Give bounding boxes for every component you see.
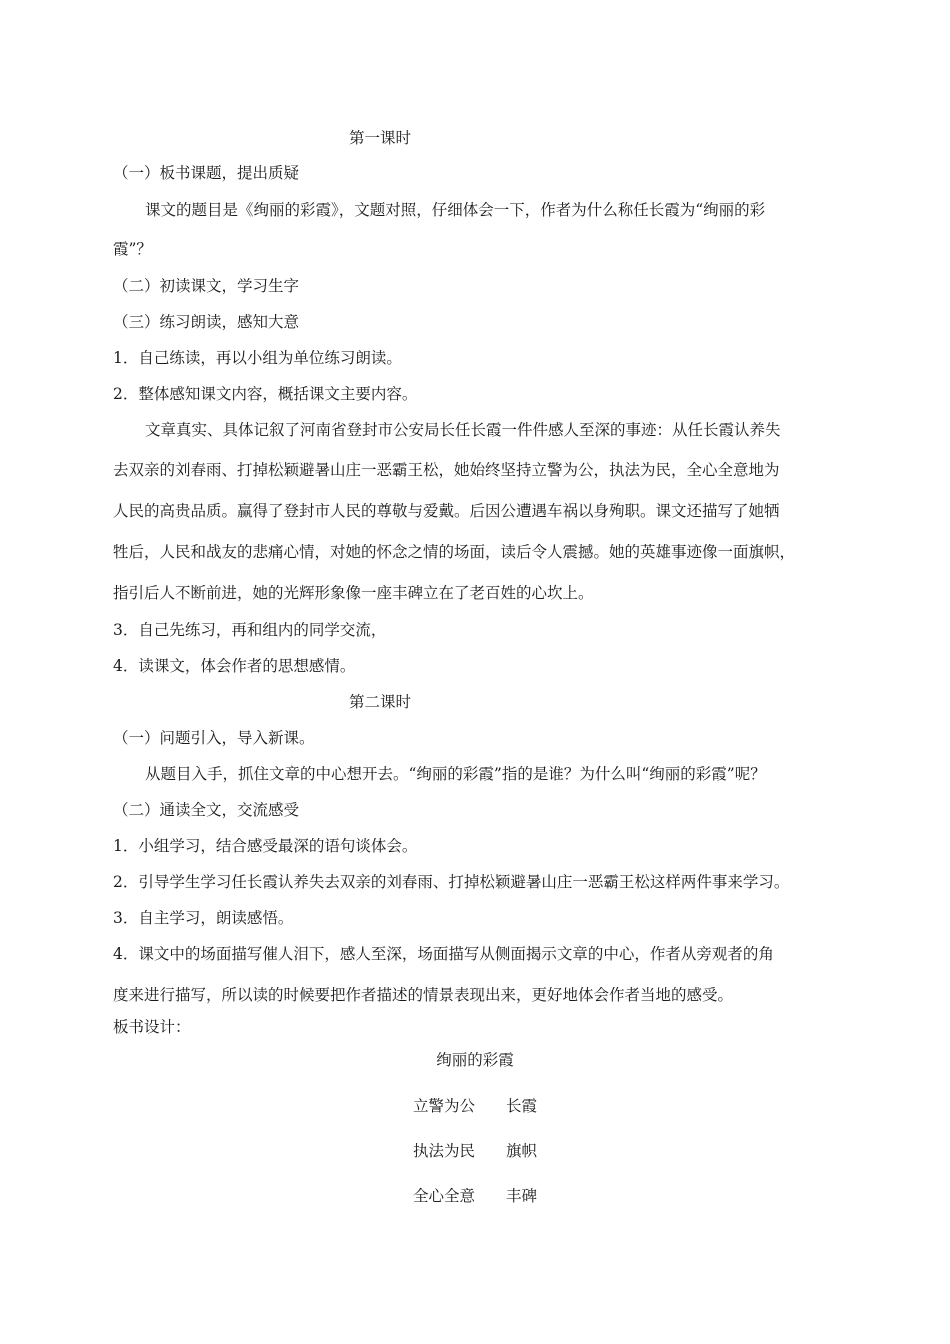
lesson2-item4-line2: 度来进行描写，所以读的时候要把作者描述的情景表现出来，更好地体会作者当地的感受。 — [113, 986, 734, 1004]
lesson1-summary-line2: 去双亲的刘春雨、打掉松颖避暑山庄一恶霸王松，她始终坚持立警为公，执法为民，全心全意地为 — [113, 461, 780, 479]
lesson2-item4-line1: 4．课文中的场面描写催人泪下，感人至深，场面描写从侧面揭示文章的中心，作者从旁观者的角 — [113, 945, 774, 963]
lesson1-summary-line5: 指引后人不断前进，她的光辉形象像一座丰碑立在了老百姓的心坎上。 — [113, 584, 594, 602]
board-title: 绚丽的彩霞 — [436, 1051, 514, 1069]
board-row2-left: 执法为民 — [413, 1142, 476, 1160]
board-row3-right: 丰碑 — [506, 1187, 538, 1205]
lesson2-item1: 1．小组学习，结合感受最深的语句谈体会。 — [113, 837, 418, 855]
board-row2-right: 旗帜 — [506, 1142, 538, 1160]
lesson1-section1-heading: （一）板书课题，提出质疑 — [113, 164, 300, 182]
lesson1-section3-heading: （三）练习朗读，感知大意 — [113, 313, 300, 331]
lesson1-title: 第一课时 — [348, 129, 411, 147]
lesson1-item3: 3．自己先练习，再和组内的同学交流， — [113, 621, 387, 639]
lesson1-item1: 1．自己练读，再以小组为单位练习朗读。 — [113, 349, 402, 367]
lesson2-item2: 2．引导学生学习任长霞认养失去双亲的刘春雨、打掉松颖避暑山庄一恶霸王松这样两件事来学习。 — [113, 873, 790, 891]
lesson2-section2-heading: （二）通读全文，交流感受 — [113, 801, 300, 819]
board-design-label: 板书设计： — [113, 1018, 191, 1036]
board-row3-left: 全心全意 — [413, 1187, 476, 1205]
lesson1-item2: 2．整体感知课文内容，概括课文主要内容。 — [113, 385, 418, 403]
lesson2-section1-heading: （一）问题引入，导入新课。 — [113, 729, 315, 747]
board-row1-right: 长霞 — [506, 1097, 538, 1115]
lesson2-title: 第二课时 — [348, 693, 411, 711]
lesson1-summary-line4: 牲后，人民和战友的悲痛心情，对她的怀念之情的场面，读后令人震撼。她的英雄事迹像一面旗帜， — [113, 543, 796, 561]
lesson1-summary-line3: 人民的高贵品质。赢得了登封市人民的尊敬与爱戴。后因公遭遇车祸以身殉职。课文还描写了她牺 — [113, 502, 780, 520]
lesson2-item3: 3．自主学习，朗读感悟。 — [113, 909, 294, 927]
lesson1-item4: 4．读课文，体会作者的思想感情。 — [113, 657, 356, 675]
lesson1-section1-paragraph-line2: 霞”？ — [113, 240, 152, 258]
lesson1-section1-paragraph-line1: 课文的题目是《绚丽的彩霞》，文题对照，仔细体会一下，作者为什么称任长霞为“绚丽的彩 — [145, 201, 766, 219]
lesson2-section1-paragraph: 从题目入手，抓住文章的中心想开去。“绚丽的彩霞”指的是谁？为什么叫“绚丽的彩霞”呢？ — [145, 765, 766, 783]
lesson1-section2-heading: （二）初读课文，学习生字 — [113, 277, 300, 295]
board-row1-left: 立警为公 — [413, 1097, 476, 1115]
lesson1-summary-line1: 文章真实、具体记叙了河南省登封市公安局长任长霞一件件感人至深的事迹：从任长霞认养失 — [145, 421, 781, 439]
